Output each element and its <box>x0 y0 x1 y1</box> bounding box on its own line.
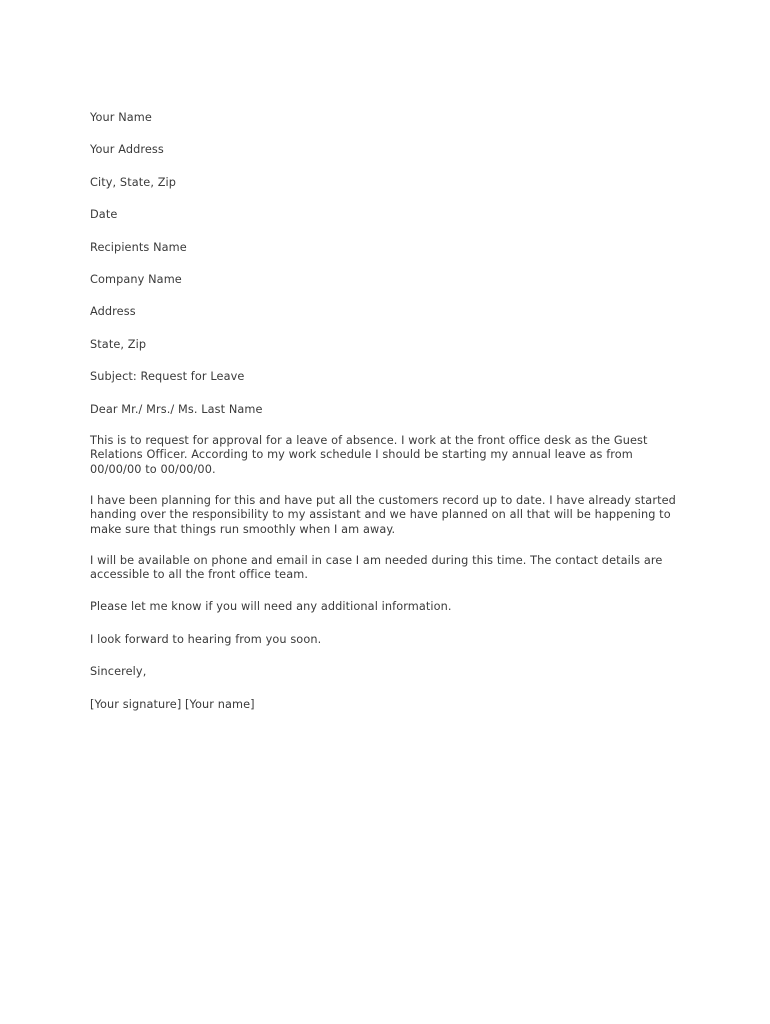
recipient-state-zip: State, Zip <box>90 337 147 351</box>
sender-address: Your Address <box>90 143 164 157</box>
body-paragraph-2: I have been planning for this and have put all the customers record up to date. I have already started handing over the responsibility to my assistant and we have planned on all that will be happening to make sure that things run smoothly when I am away. <box>90 493 676 536</box>
recipient-name: Recipients Name <box>90 240 187 254</box>
body-paragraph-1: This is to request for approval for a leave of absence. I work at the front office desk as the Guest Relations Officer. According to my work schedule I should be starting my annual leave as from 00/00/00 to 00/00/00. <box>90 433 648 476</box>
recipient-address: Address <box>90 305 136 319</box>
sender-name: Your Name <box>90 111 152 124</box>
letter-date: Date <box>90 208 118 222</box>
salutation: Dear Mr./ Mrs./ Ms. Last Name <box>90 402 263 416</box>
closing: Sincerely, <box>90 665 147 679</box>
company-name: Company Name <box>90 272 182 286</box>
subject-line: Subject: Request for Leave <box>90 370 245 384</box>
body-paragraph-3: I will be available on phone and email in case I am needed during this time. The contact details are accessible to all the front office team. <box>90 553 663 582</box>
sender-city-state-zip: City, State, Zip <box>90 175 177 189</box>
body-paragraph-5: I look forward to hearing from you soon. <box>90 632 322 646</box>
body-paragraph-4: Please let me know if you will need any additional information. <box>90 600 452 614</box>
letter-body <box>90 110 680 729</box>
signature: [Your signature] [Your name] <box>90 697 255 711</box>
